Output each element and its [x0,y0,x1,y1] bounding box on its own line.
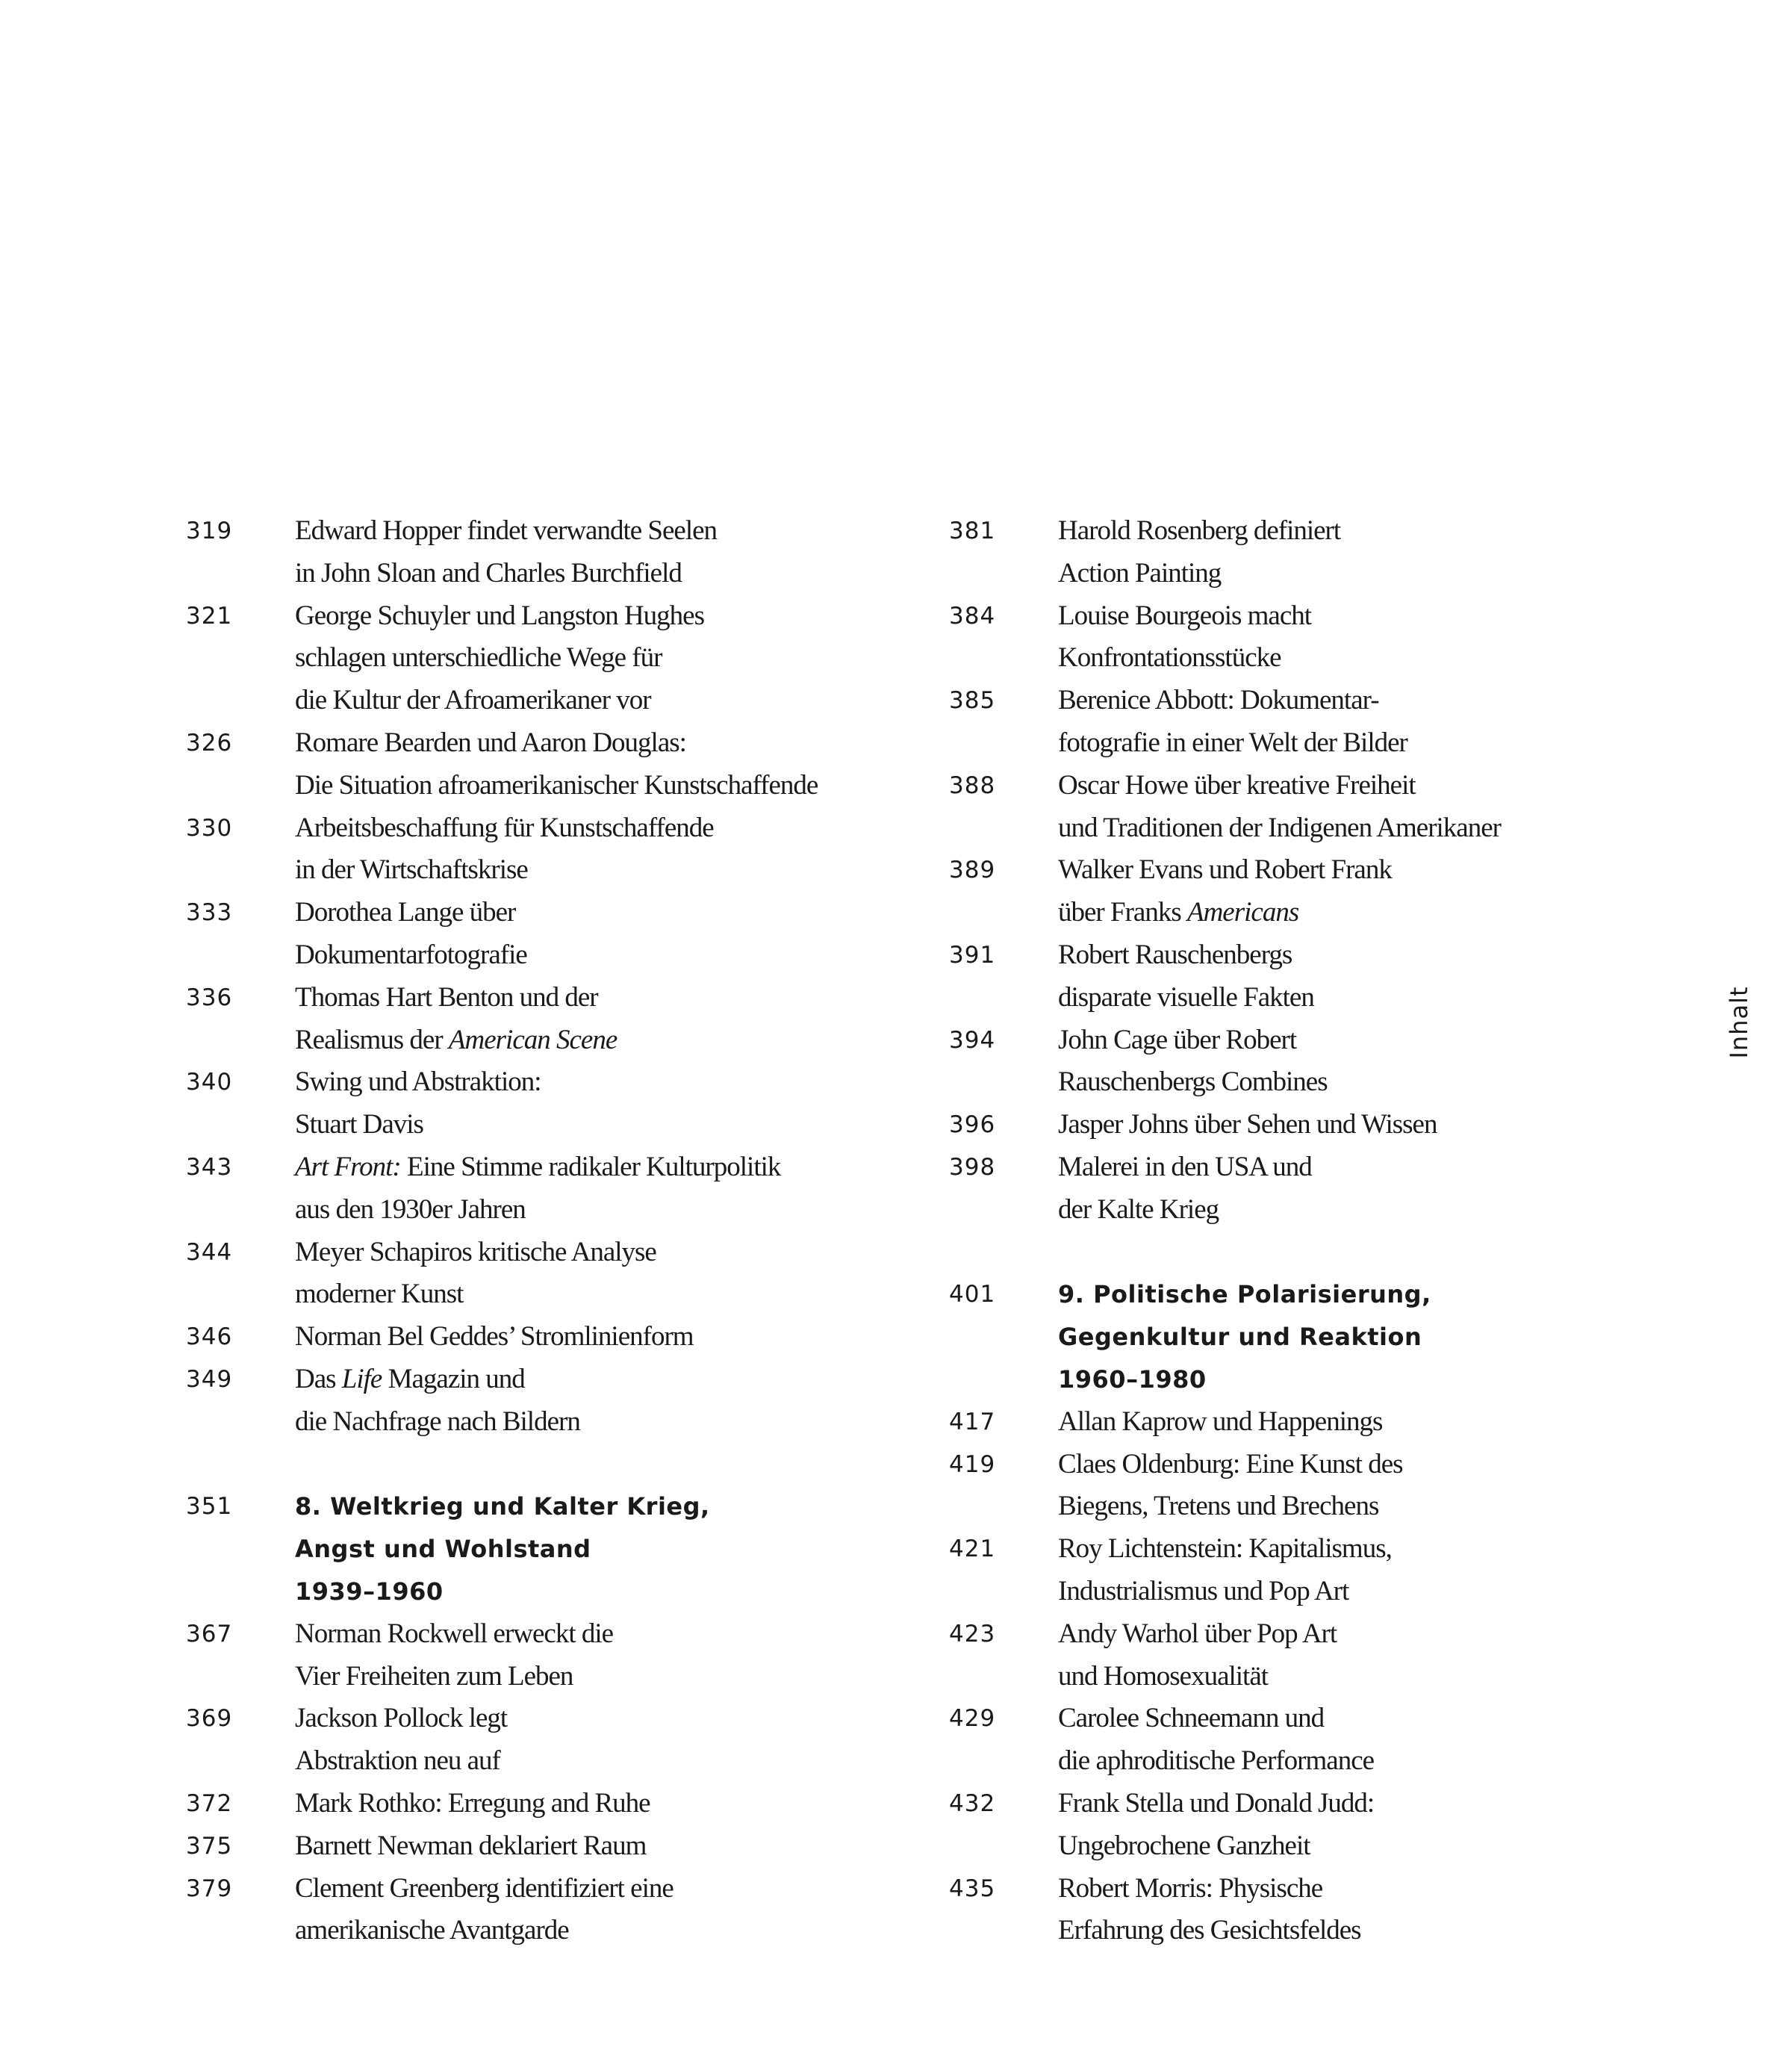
entry-title [1058,510,1658,595]
title-line [295,1740,933,1783]
title-text: Realismus der [295,1024,449,1055]
title-line [1058,1189,1658,1232]
toc-column-left [186,510,933,1952]
entry-title [1058,934,1658,1019]
entry-title [295,510,933,595]
toc-entry [949,1104,1658,1146]
toc-entry [949,1019,1658,1105]
title-text: in der Wirtschaftskrise [295,854,528,886]
title-line [295,1698,933,1740]
toc-entry [186,1061,933,1146]
title-text: Biegens, Tretens und Brechens [1058,1491,1379,1522]
entry-title [1058,1104,1658,1146]
title-line [1058,807,1658,850]
title-line [295,510,933,553]
toc-entry [186,807,933,892]
title-text: Jackson Pollock legt [295,1703,508,1734]
toc-column-right [949,510,1658,1952]
entry-title [295,1613,933,1698]
entry-title [295,1232,933,1317]
title-text: moderner Kunst [295,1279,464,1310]
title-line [295,1485,933,1528]
title-text: Frank Stella und Donald Judd: [1058,1787,1375,1819]
toc-entry [949,1401,1658,1444]
title-line [295,1232,933,1274]
page-number: 435 [949,1875,996,1902]
title-text: Magazin und [382,1363,525,1394]
title-text: Barnett Newman deklariert Raum [295,1830,647,1861]
entry-title [1058,1698,1658,1783]
title-text: Clement Greenberg identifiziert eine [295,1872,673,1904]
toc-entry [186,1783,933,1825]
title-line [295,1359,933,1401]
entry-title [295,722,933,807]
page-number: 388 [949,771,996,799]
page-number: 330 [186,814,233,842]
title-text: Andy Warhol über Pop Art [1058,1618,1337,1649]
page-number: 333 [186,899,233,927]
title-line [295,1316,933,1359]
toc-entry [949,595,1658,680]
title-text: Louise Bourgeois macht [1058,600,1312,631]
title-text: Action Painting [1058,557,1222,589]
title-line [295,1910,933,1952]
entry-title [295,977,933,1062]
title-line [295,595,933,638]
toc-entry [186,1868,933,1953]
entry-title [1058,849,1658,934]
toc-entry [186,1316,933,1359]
title-line [295,1146,933,1189]
title-text: 1939–1960 [295,1577,444,1606]
page-number: 346 [186,1323,233,1351]
title-line [295,680,933,722]
entry-title [295,1485,933,1612]
toc-entry [186,1146,933,1232]
toc-entry [949,849,1658,934]
entry-title [1058,595,1658,680]
toc-entry [186,595,933,722]
entry-title [1058,1783,1658,1868]
title-line [1058,1740,1658,1783]
title-text: Robert Morris: Physische [1058,1872,1323,1904]
title-line [1058,1656,1658,1698]
title-line [1058,1359,1658,1401]
title-line [1058,722,1658,765]
title-text: Eine Stimme radikaler Kulturpolitik [400,1151,781,1182]
title-line [295,553,933,595]
title-line [1058,553,1658,595]
page-number: 396 [949,1111,996,1139]
title-text: fotografie in einer Welt der Bilder [1058,727,1407,758]
title-text: Swing und Abstraktion: [295,1066,541,1098]
title-line [1058,934,1658,977]
title-line [295,1613,933,1656]
title-line [1058,1698,1658,1740]
title-line [1058,849,1658,892]
title-line [1058,765,1658,807]
toc-entry [949,1783,1658,1868]
title-text: Dorothea Lange über [295,897,516,928]
title-text: Jasper Johns über Sehen und Wissen [1058,1109,1437,1140]
page-number: 429 [949,1705,996,1733]
title-text: Ungebrochene Ganzheit [1058,1830,1310,1861]
title-line [1058,892,1658,934]
italic-title-text: Life [341,1363,382,1394]
entry-title [295,1868,933,1953]
page-number: 321 [186,602,233,630]
page-number: 326 [186,729,233,757]
toc-chapter-heading [186,1485,933,1612]
title-line [295,1273,933,1316]
title-line [295,807,933,850]
title-line [1058,1401,1658,1444]
title-text: Harold Rosenberg definiert [1058,515,1341,546]
title-text: Romare Bearden und Aaron Douglas: [295,727,686,758]
title-line [1058,595,1658,638]
page-number: 336 [186,984,233,1011]
title-text: Dokumentarfotografie [295,939,527,970]
entry-title [1058,1613,1658,1698]
title-text: Carolee Schneemann und [1058,1703,1325,1734]
title-line [1058,1019,1658,1062]
title-line [1058,1528,1658,1571]
page-number: 349 [186,1365,233,1393]
title-line [295,1571,933,1613]
title-line [1058,1868,1658,1910]
title-text: Die Situation afroamerikanischer Kunstschaffende [295,769,818,801]
entry-title [295,1783,933,1825]
title-line [295,1189,933,1232]
page-number: 398 [949,1153,996,1181]
entry-title [295,1825,933,1868]
title-text: Meyer Schapiros kritische Analyse [295,1236,656,1267]
title-line [295,765,933,807]
title-text: George Schuyler und Langston Hughes [295,600,704,631]
page-number: 367 [186,1620,233,1648]
title-text: Arbeitsbeschaffung für Kunstschaffende [295,812,714,843]
toc-entry [949,765,1658,850]
toc-entry [186,1613,933,1698]
title-line [295,892,933,934]
title-text: Edward Hopper findet verwandte Seelen [295,515,718,546]
title-line [295,1528,933,1571]
page-number: 423 [949,1620,996,1648]
title-text: und Homosexualität [1058,1660,1269,1692]
title-text: Abstraktion neu auf [295,1745,500,1777]
title-text: Mark Rothko: Erregung and Ruhe [295,1787,650,1819]
section-side-label: Inhalt [1725,986,1753,1059]
entry-title [295,1316,933,1359]
page-number: 340 [186,1069,233,1096]
page-number: 384 [949,602,996,630]
title-line [295,1104,933,1146]
title-text: Norman Rockwell erweckt die [295,1618,614,1649]
toc-entry [186,892,933,977]
toc-entry [949,1146,1658,1232]
toc-entry [949,510,1658,595]
title-text: Erfahrung des Gesichtsfeldes [1058,1915,1361,1946]
entry-title [1058,1528,1658,1613]
title-line [1058,1316,1658,1359]
entry-title [1058,1401,1658,1444]
title-line [1058,1783,1658,1825]
page-number: 372 [186,1789,233,1817]
toc-entry [186,1359,933,1444]
title-line [1058,680,1658,722]
page-number: 375 [186,1832,233,1860]
title-text: der Kalte Krieg [1058,1193,1219,1225]
page-number: 421 [949,1536,996,1563]
page-number: 417 [949,1408,996,1435]
title-text: Berenice Abbott: Dokumentar- [1058,685,1379,716]
page-number: 351 [186,1493,233,1521]
page-number: 379 [186,1875,233,1902]
page-number: 385 [949,687,996,715]
entry-title [295,1698,933,1783]
page-number: 344 [186,1238,233,1266]
title-text: Konfrontationsstücke [1058,642,1281,674]
entry-title [295,1061,933,1146]
title-text: 8. Weltkrieg und Kalter Krieg, [295,1492,710,1521]
title-line [1058,1613,1658,1656]
toc-entry [949,1613,1658,1698]
page-number: 401 [949,1281,996,1308]
entry-title [295,892,933,977]
entry-title [1058,765,1658,850]
title-text: Das [295,1363,342,1394]
page-number: 394 [949,1026,996,1054]
title-text: Gegenkultur und Reaktion [1058,1323,1422,1352]
toc-entry [949,680,1658,765]
entry-title [295,595,933,722]
page-number: 369 [186,1705,233,1733]
title-text: 1960–1980 [1058,1364,1207,1394]
toc-entry [186,1698,933,1783]
toc-entry [186,1825,933,1868]
title-text: die Nachfrage nach Bildern [295,1406,580,1437]
title-text: amerikanische Avantgarde [295,1915,569,1946]
entry-title [1058,1868,1658,1953]
toc-entry [186,722,933,807]
page-number: 319 [186,518,233,544]
title-line [1058,637,1658,680]
title-line [295,1019,933,1062]
title-line [1058,510,1658,553]
title-line [1058,1273,1658,1316]
title-line [1058,1910,1658,1952]
title-line [295,1825,933,1868]
title-line [1058,1104,1658,1146]
title-text: Stuart Davis [295,1109,423,1140]
title-text: Norman Bel Geddes’ Stromlinienform [295,1321,694,1353]
title-line [295,977,933,1019]
title-text: Robert Rauschenbergs [1058,939,1292,970]
title-text: in John Sloan and Charles Burchfield [295,557,682,589]
toc-entry [949,934,1658,1019]
toc-entry [949,1698,1658,1783]
title-text: Walker Evans und Robert Frank [1058,854,1392,886]
toc-entry [186,510,933,595]
title-text: Angst und Wohlstand [295,1535,591,1564]
title-line [1058,1146,1658,1189]
toc-entry [186,1232,933,1317]
entry-title [1058,1273,1658,1400]
entry-title [295,1359,933,1444]
title-text: disparate visuelle Fakten [1058,981,1314,1013]
page-number: 419 [949,1450,996,1478]
title-text: die Kultur der Afroamerikaner vor [295,685,651,716]
italic-title-text: Americans [1186,897,1299,928]
title-line [295,934,933,977]
title-line [1058,977,1658,1019]
title-text: Thomas Hart Benton und der [295,981,598,1013]
title-line [1058,1485,1658,1528]
toc-entry [949,1868,1658,1953]
title-line [1058,1061,1658,1104]
page-number: 391 [949,941,996,969]
italic-title-text: Art Front: [295,1151,401,1182]
page-number: 389 [949,857,996,884]
title-line [295,1868,933,1910]
title-line [295,1401,933,1444]
title-text: über Franks [1058,897,1187,928]
title-text: John Cage über Robert [1058,1024,1297,1055]
title-line [295,722,933,765]
entry-title [295,807,933,892]
title-line [1058,1444,1658,1486]
page-number: 432 [949,1789,996,1817]
title-text: 9. Politische Polarisierung, [1058,1280,1431,1309]
toc-entry [949,1528,1658,1613]
title-text: Roy Lichtenstein: Kapitalismus, [1058,1533,1392,1565]
title-text: Industrialismus und Pop Art [1058,1575,1349,1606]
title-text: Allan Kaprow und Happenings [1058,1406,1383,1437]
title-line [1058,1571,1658,1613]
italic-title-text: American Scene [448,1024,617,1055]
page-number: 381 [949,518,996,544]
toc-chapter-heading [949,1273,1658,1400]
page-number: 343 [186,1153,233,1181]
entry-title [295,1146,933,1232]
title-text: schlagen unterschiedliche Wege für [295,642,662,674]
title-line [295,1061,933,1104]
title-text: aus den 1930er Jahren [295,1193,526,1225]
entry-title [1058,1146,1658,1232]
entry-title [1058,680,1658,765]
toc-entry [949,1444,1658,1529]
title-text: Oscar Howe über kreative Freiheit [1058,769,1416,801]
title-text: Malerei in den USA und [1058,1151,1312,1182]
title-text: Rauschenbergs Combines [1058,1066,1328,1098]
entry-title [1058,1444,1658,1529]
title-text: die aphroditische Performance [1058,1745,1375,1777]
title-text: und Traditionen der Indigenen Amerikaner [1058,812,1501,843]
title-line [295,637,933,680]
title-line [295,849,933,892]
entry-title [1058,1019,1658,1105]
title-text: Vier Freiheiten zum Leben [295,1660,573,1692]
title-line [295,1783,933,1825]
title-line [1058,1825,1658,1868]
toc-entry [186,977,933,1062]
title-line [295,1656,933,1698]
title-text: Claes Oldenburg: Eine Kunst des [1058,1448,1403,1479]
